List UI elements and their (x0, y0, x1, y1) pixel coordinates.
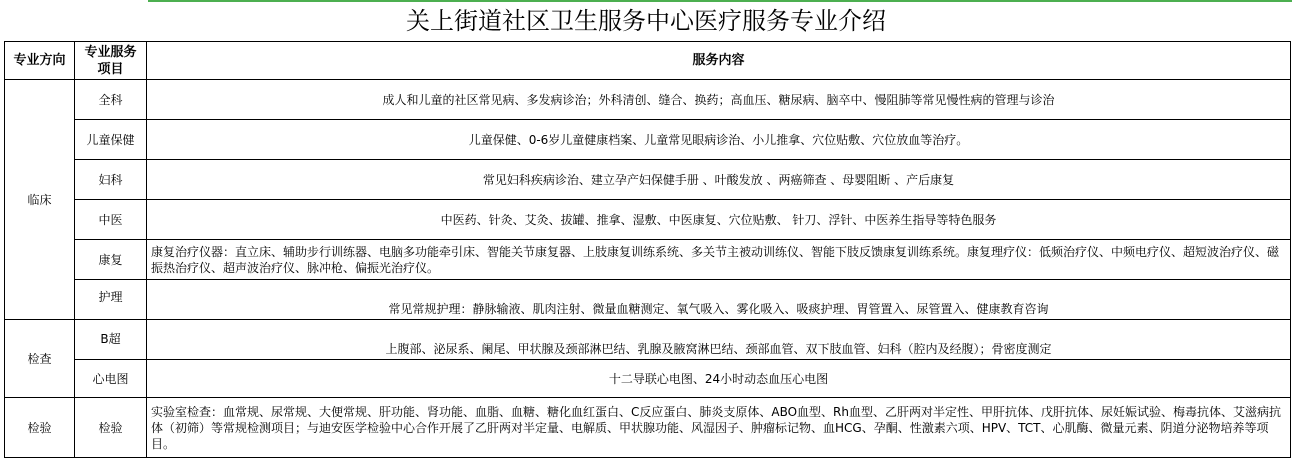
row-item: 康复 (75, 240, 147, 280)
table-row (5, 398, 1291, 458)
table-row (5, 160, 1291, 200)
header-direction: 专业方向 (5, 42, 75, 80)
header-content: 服务内容 (147, 42, 1291, 80)
table-row (5, 120, 1291, 160)
row-item: 护理 (75, 280, 147, 320)
page-title: 关上街道社区卫生服务中心医疗服务专业介绍 (406, 7, 886, 35)
table-header-row (5, 42, 1291, 80)
table-row (5, 80, 1291, 120)
services-table (4, 41, 1291, 458)
row-item: 儿童保健 (75, 120, 147, 160)
group-clinical: 临床 (5, 80, 75, 320)
row-content: 常见常规护理：静脉输液、肌肉注射、微量血糖测定、氧气吸入、雾化吸入、吸痰护理、胃管置入、尿管置入、健康教育咨询 (147, 280, 1291, 320)
row-item: 中医 (75, 200, 147, 240)
row-content: 十二导联心电图、24小时动态血压心电图 (147, 360, 1291, 398)
row-content: 成人和儿童的社区常见病、多发病诊治；外科清创、缝合、换药；高血压、糖尿病、脑卒中、慢阻肺等常见慢性病的管理与诊治 (147, 80, 1291, 120)
row-content: 康复治疗仪器：直立床、辅助步行训练器、电脑多功能牵引床、智能关节康复器、上肢康复训练系统、多关节主被动训练仪、智能下肢反馈康复训练系统。康复理疗仪：低频治疗仪、中频电疗仪、超短波治疗仪、磁振热治疗仪、超声波治疗仪、脉冲枪、偏振光治疗仪。 (147, 240, 1291, 280)
row-item: 妇科 (75, 160, 147, 200)
row-content: 上腹部、泌尿系、阑尾、甲状腺及颈部淋巴结、乳腺及腋窝淋巴结、颈部血管、双下肢血管、妇科（腔内及经腹）；骨密度测定 (147, 320, 1291, 360)
header-item: 专业服务项目 (75, 42, 147, 80)
row-content: 儿童保健、0-6岁儿童健康档案、儿童常见眼病诊治、小儿推拿、穴位贴敷、穴位放血等治疗。 (147, 120, 1291, 160)
row-content: 中医药、针灸、艾灸、拔罐、推拿、湿敷、中医康复、穴位贴敷、 针刀、浮针、中医养生指导等特色服务 (147, 200, 1291, 240)
group-exam: 检查 (5, 320, 75, 398)
table-row (5, 200, 1291, 240)
row-content: 实验室检查：血常规、尿常规、大便常规、肝功能、肾功能、血脂、血糖、糖化血红蛋白、C反应蛋白、肺炎支原体、ABO血型、Rh血型、乙肝两对半定性、甲肝抗体、戊肝抗体、尿妊娠试验、梅毒抗体、艾滋病抗体（初筛）等常规检测项目；与迪安医学检验中心合作开展了乙肝两对半定量、电解质、甲状腺功能、风湿因子、肿瘤标记物、血HCG、孕酮、性激素六项、HPV、TCT、心肌酶、微量元素、阴道分泌物培养等项目。 (147, 398, 1291, 458)
row-item: 心电图 (75, 360, 147, 398)
table-row (5, 320, 1291, 360)
table-row (5, 240, 1291, 280)
row-item: 全科 (75, 80, 147, 120)
row-item: B超 (75, 320, 147, 360)
table-row (5, 360, 1291, 398)
table-row (5, 280, 1291, 320)
row-item: 检验 (75, 398, 147, 458)
group-lab: 检验 (5, 398, 75, 458)
row-content: 常见妇科疾病诊治、建立孕产妇保健手册 、叶酸发放 、两癌筛查 、母婴阻断 、产后康复 (147, 160, 1291, 200)
